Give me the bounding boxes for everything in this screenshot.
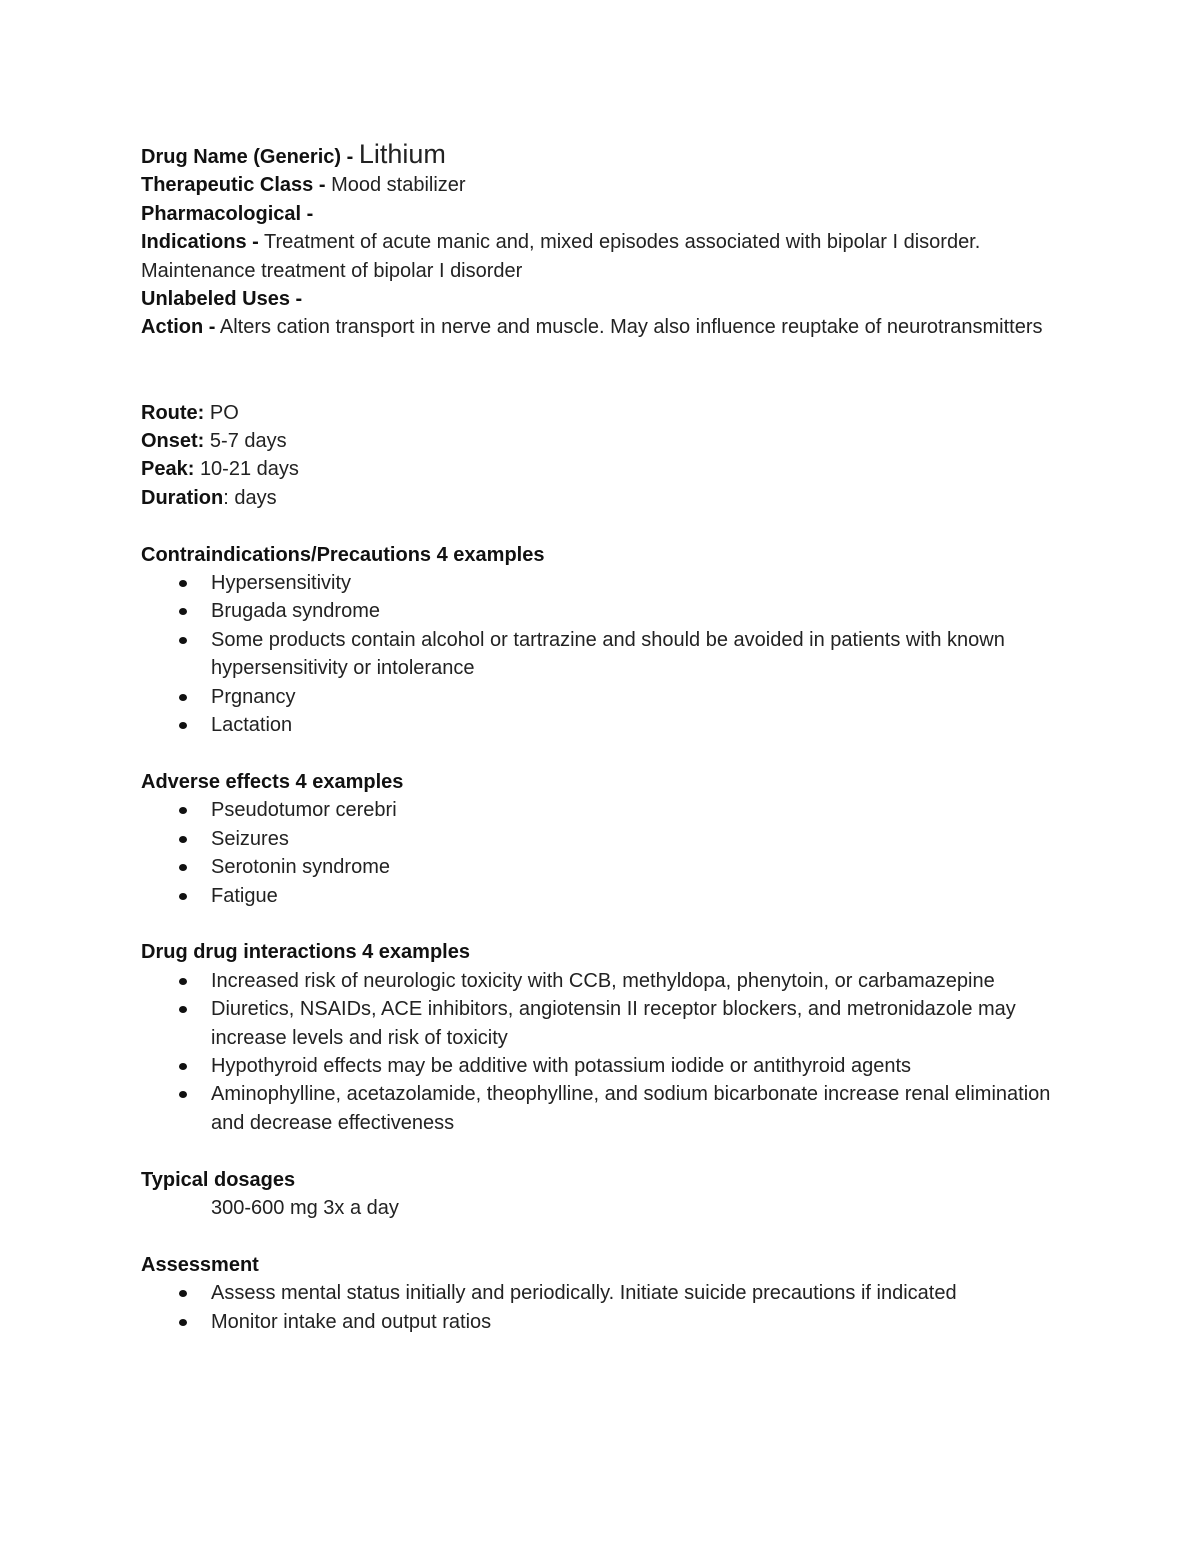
peak-line <box>141 455 1081 483</box>
interactions-heading: Drug drug interactions 4 examples <box>141 941 470 964</box>
bullet-icon <box>179 1290 187 1297</box>
onset-label: Onset: <box>141 430 205 453</box>
assessment-list <box>141 1279 1081 1336</box>
contraindications-list <box>141 569 1081 739</box>
list-item: Seizures <box>211 825 1081 853</box>
bullet-icon <box>179 608 187 615</box>
assessment-heading: Assessment <box>141 1253 259 1276</box>
bullet-icon <box>179 1006 187 1013</box>
adverse-effects-heading: Adverse effects 4 examples <box>141 770 404 793</box>
indications-value: Treatment of acute manic and, mixed episodes associated with bipolar I disorder. Maintenance treatment of bipolar I disorder <box>141 231 981 282</box>
list-item: Pseudotumor cerebri <box>211 796 1081 824</box>
bullet-icon <box>179 580 187 587</box>
duration-value: : days <box>223 486 277 509</box>
interactions-list <box>141 967 1081 1137</box>
list-item: Lactation <box>211 711 1081 739</box>
list-item: Assess mental status initially and periodically. Initiate suicide precautions if indicated <box>211 1279 1081 1307</box>
bullet-icon <box>179 864 187 871</box>
indications-label: Indications - <box>141 231 259 254</box>
spacer <box>141 1222 1081 1250</box>
route-value: PO <box>209 401 239 424</box>
action-value: Alters cation transport in nerve and muscle. May also influence reuptake of neurotransmitters <box>219 316 1043 339</box>
list-item: Aminophylline, acetazolamide, theophylline, and sodium bicarbonate increase renal elimination and decrease effectiveness <box>211 1080 1081 1137</box>
list-item: Fatigue <box>211 882 1081 910</box>
onset-value: 5-7 days <box>209 430 287 453</box>
list-item: Increased risk of neurologic toxicity with CCB, methyldopa, phenytoin, or carbamazepine <box>211 967 1081 995</box>
peak-value: 10-21 days <box>199 458 299 481</box>
dosages-heading: Typical dosages <box>141 1168 296 1191</box>
spacer <box>141 1137 1081 1165</box>
drug-name-label: Drug Name (Generic) - <box>141 146 354 168</box>
indications-line <box>141 228 1081 285</box>
list-item: Hypersensitivity <box>211 569 1081 597</box>
bullet-icon <box>179 1319 187 1326</box>
unlabeled-uses-line <box>141 285 1081 313</box>
bullet-icon <box>179 836 187 843</box>
bullet-icon <box>179 722 187 729</box>
bullet-icon <box>179 978 187 985</box>
pharmacological-label: Pharmacological - <box>141 202 314 225</box>
route-label: Route: <box>141 401 205 424</box>
peak-label: Peak: <box>141 458 195 481</box>
bullet-icon <box>179 807 187 814</box>
spacer <box>141 740 1081 768</box>
bullet-icon <box>179 637 187 644</box>
list-item: Hypothyroid effects may be additive with potassium iodide or antithyroid agents <box>211 1052 1081 1080</box>
list-item: Serotonin syndrome <box>211 853 1081 881</box>
spacer <box>141 910 1081 938</box>
drug-name-line <box>141 140 1081 171</box>
contraindications-heading: Contraindications/Precautions 4 examples <box>141 543 545 566</box>
drug-card <box>141 140 1081 1336</box>
bullet-icon <box>179 1091 187 1098</box>
therapeutic-class-label: Therapeutic Class - <box>141 174 326 197</box>
onset-line <box>141 427 1081 455</box>
list-item: Some products contain alcohol or tartrazine and should be avoided in patients with known hypersensitivity or intolerance <box>211 626 1081 683</box>
therapeutic-class-value: Mood stabilizer <box>331 174 466 197</box>
drug-name-value: Lithium <box>358 139 446 169</box>
bullet-icon <box>179 694 187 701</box>
list-item: Prgnancy <box>211 683 1081 711</box>
list-item: Brugada syndrome <box>211 597 1081 625</box>
action-line <box>141 313 1081 341</box>
route-line <box>141 399 1081 427</box>
action-label: Action - <box>141 316 216 339</box>
duration-line <box>141 484 1081 512</box>
spacer <box>141 342 1081 399</box>
bullet-icon <box>179 1063 187 1070</box>
dosages-value: 300-600 mg 3x a day <box>211 1196 399 1219</box>
pharmacological-line <box>141 200 1081 228</box>
duration-label: Duration <box>141 486 224 509</box>
spacer <box>141 512 1081 540</box>
bullet-icon <box>179 893 187 900</box>
list-item: Monitor intake and output ratios <box>211 1308 1081 1336</box>
unlabeled-uses-label: Unlabeled Uses - <box>141 288 303 311</box>
therapeutic-class-line <box>141 171 1081 199</box>
adverse-effects-list <box>141 796 1081 910</box>
list-item: Diuretics, NSAIDs, ACE inhibitors, angiotensin II receptor blockers, and metronidazole may increase levels and risk of toxicity <box>211 995 1081 1052</box>
